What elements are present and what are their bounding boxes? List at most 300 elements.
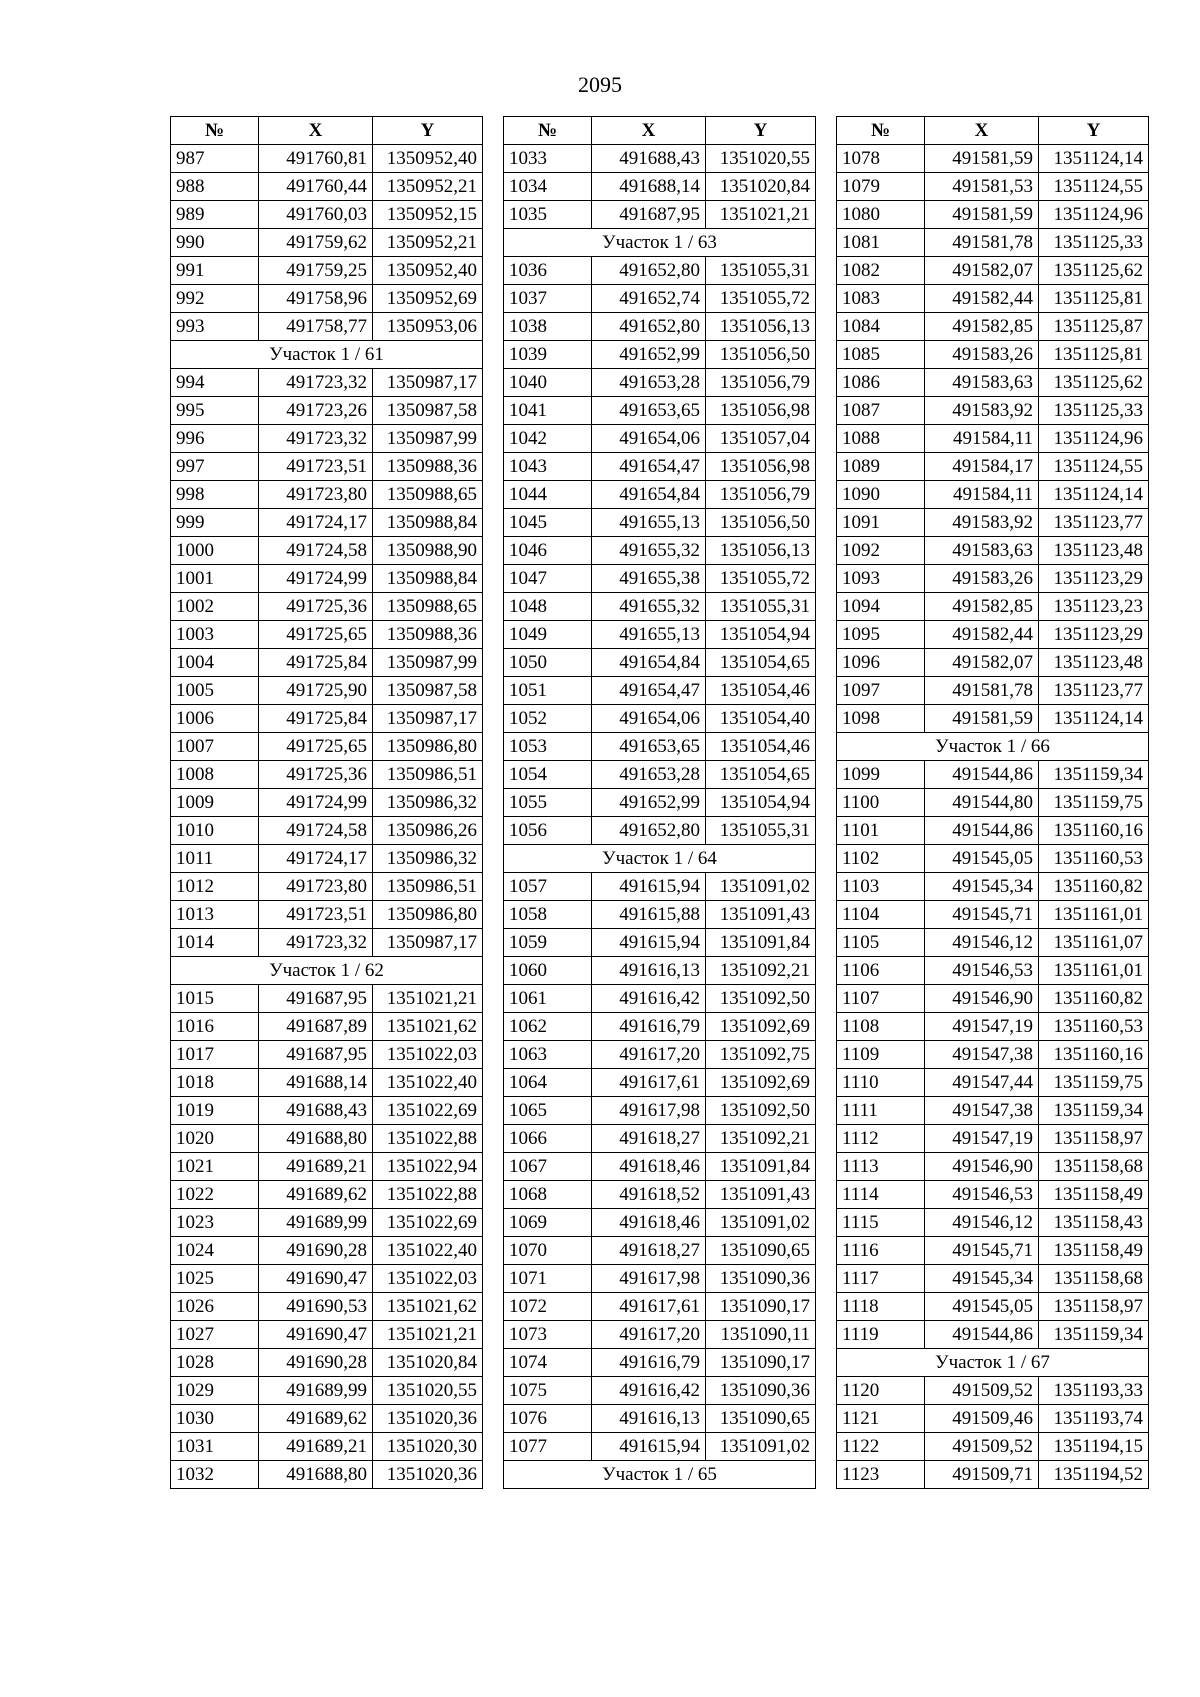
x-coordinate-cell: 491689,21 (259, 1153, 373, 1181)
table-body (837, 145, 1149, 1489)
x-coordinate-cell: 491724,99 (259, 565, 373, 593)
x-coordinate-cell: 491582,85 (925, 593, 1039, 621)
x-coordinate-cell: 491723,80 (259, 481, 373, 509)
table-row (837, 229, 1149, 257)
table-row (171, 285, 483, 313)
section-row (171, 341, 483, 369)
y-coordinate-cell: 1351123,29 (1039, 565, 1149, 593)
table-row (504, 397, 816, 425)
x-coordinate-cell: 491723,51 (259, 453, 373, 481)
y-coordinate-cell: 1351161,01 (1039, 957, 1149, 985)
y-coordinate-cell: 1350988,84 (373, 565, 483, 593)
y-coordinate-cell: 1351125,33 (1039, 229, 1149, 257)
section-row (504, 845, 816, 873)
table-header-row (171, 117, 483, 145)
point-number-cell: 1046 (504, 537, 592, 565)
table-row (504, 1293, 816, 1321)
y-coordinate-cell: 1351020,36 (373, 1461, 483, 1489)
table-row (504, 1377, 816, 1405)
x-coordinate-cell: 491690,28 (259, 1237, 373, 1265)
x-coordinate-cell: 491687,89 (259, 1013, 373, 1041)
x-coordinate-cell: 491652,80 (592, 313, 706, 341)
x-coordinate-cell: 491655,38 (592, 565, 706, 593)
table-row (504, 929, 816, 957)
y-coordinate-cell: 1351194,52 (1039, 1461, 1149, 1489)
x-coordinate-cell: 491617,98 (592, 1097, 706, 1125)
y-coordinate-cell: 1351160,82 (1039, 873, 1149, 901)
table-row (171, 1069, 483, 1097)
section-title: Участок 1 / 61 (171, 341, 483, 369)
y-coordinate-cell: 1351091,43 (706, 1181, 816, 1209)
table-row (171, 509, 483, 537)
y-coordinate-cell: 1351123,29 (1039, 621, 1149, 649)
y-coordinate-cell: 1350952,40 (373, 257, 483, 285)
y-coordinate-cell: 1351056,79 (706, 369, 816, 397)
y-coordinate-cell: 1350987,58 (373, 677, 483, 705)
section-title: Участок 1 / 63 (504, 229, 816, 257)
x-coordinate-cell: 491654,84 (592, 481, 706, 509)
x-coordinate-cell: 491654,06 (592, 425, 706, 453)
table-row (837, 1153, 1149, 1181)
point-number-cell: 1062 (504, 1013, 592, 1041)
x-coordinate-cell: 491725,84 (259, 705, 373, 733)
point-number-cell: 1040 (504, 369, 592, 397)
x-coordinate-cell: 491723,32 (259, 369, 373, 397)
table-row (171, 313, 483, 341)
y-coordinate-cell: 1350952,21 (373, 173, 483, 201)
point-number-cell: 1001 (171, 565, 259, 593)
table-row (171, 1265, 483, 1293)
x-coordinate-cell: 491760,81 (259, 145, 373, 173)
point-number-cell: 1082 (837, 257, 925, 285)
x-coordinate-cell: 491584,17 (925, 453, 1039, 481)
table-row (504, 1321, 816, 1349)
y-coordinate-cell: 1351124,96 (1039, 425, 1149, 453)
point-number-cell: 1112 (837, 1125, 925, 1153)
point-number-cell: 1029 (171, 1377, 259, 1405)
coordinates-table-2 (503, 116, 816, 1489)
point-number-cell: 1011 (171, 845, 259, 873)
table-row (504, 369, 816, 397)
point-number-cell: 996 (171, 425, 259, 453)
x-coordinate-cell: 491723,80 (259, 873, 373, 901)
x-coordinate-cell: 491724,17 (259, 509, 373, 537)
table-row (171, 453, 483, 481)
table-row (837, 1237, 1149, 1265)
x-coordinate-cell: 491547,19 (925, 1013, 1039, 1041)
x-coordinate-cell: 491655,13 (592, 509, 706, 537)
x-coordinate-cell: 491688,43 (592, 145, 706, 173)
y-coordinate-cell: 1351123,48 (1039, 537, 1149, 565)
x-coordinate-cell: 491723,32 (259, 425, 373, 453)
point-number-cell: 1097 (837, 677, 925, 705)
x-coordinate-cell: 491725,65 (259, 621, 373, 649)
x-coordinate-cell: 491724,17 (259, 845, 373, 873)
point-number-cell: 1091 (837, 509, 925, 537)
point-number-cell: 1030 (171, 1405, 259, 1433)
section-title: Участок 1 / 64 (504, 845, 816, 873)
table-row (504, 173, 816, 201)
x-coordinate-cell: 491544,86 (925, 817, 1039, 845)
section-row (504, 229, 816, 257)
table-row (504, 481, 816, 509)
x-coordinate-cell: 491617,61 (592, 1069, 706, 1097)
table-row (504, 1013, 816, 1041)
x-coordinate-cell: 491545,34 (925, 873, 1039, 901)
x-coordinate-cell: 491615,94 (592, 1433, 706, 1461)
point-number-cell: 1025 (171, 1265, 259, 1293)
table-row (837, 1209, 1149, 1237)
table-row (171, 1293, 483, 1321)
table-row (504, 145, 816, 173)
point-number-cell: 1084 (837, 313, 925, 341)
y-coordinate-cell: 1351092,69 (706, 1069, 816, 1097)
table-row (837, 313, 1149, 341)
point-number-cell: 1022 (171, 1181, 259, 1209)
x-coordinate-cell: 491690,47 (259, 1321, 373, 1349)
table-body (171, 145, 483, 1489)
point-number-cell: 1099 (837, 761, 925, 789)
table-row (171, 1209, 483, 1237)
x-coordinate-cell: 491545,34 (925, 1265, 1039, 1293)
point-number-cell: 1002 (171, 593, 259, 621)
point-number-cell: 1047 (504, 565, 592, 593)
x-coordinate-cell: 491690,53 (259, 1293, 373, 1321)
x-coordinate-cell: 491583,26 (925, 341, 1039, 369)
y-coordinate-cell: 1351160,16 (1039, 817, 1149, 845)
y-coordinate-cell: 1351055,31 (706, 817, 816, 845)
y-coordinate-cell: 1351124,55 (1039, 453, 1149, 481)
y-coordinate-cell: 1351158,43 (1039, 1209, 1149, 1237)
y-coordinate-cell: 1350986,51 (373, 873, 483, 901)
point-number-cell: 1018 (171, 1069, 259, 1097)
table-row (504, 1125, 816, 1153)
point-number-cell: 1098 (837, 705, 925, 733)
point-number-cell: 1021 (171, 1153, 259, 1181)
point-number-cell: 1086 (837, 369, 925, 397)
point-number-cell: 1005 (171, 677, 259, 705)
table-row (171, 985, 483, 1013)
y-coordinate-cell: 1351160,16 (1039, 1041, 1149, 1069)
table-row (171, 677, 483, 705)
point-number-cell: 1012 (171, 873, 259, 901)
point-number-cell: 1095 (837, 621, 925, 649)
point-number-cell: 1066 (504, 1125, 592, 1153)
y-coordinate-cell: 1351020,84 (373, 1349, 483, 1377)
y-coordinate-cell: 1351055,72 (706, 285, 816, 313)
point-number-cell: 1017 (171, 1041, 259, 1069)
point-number-cell: 1073 (504, 1321, 592, 1349)
section-title: Участок 1 / 67 (837, 1349, 1149, 1377)
table-row (837, 1377, 1149, 1405)
x-coordinate-cell: 491725,65 (259, 733, 373, 761)
x-coordinate-cell: 491547,44 (925, 1069, 1039, 1097)
x-coordinate-cell: 491581,59 (925, 705, 1039, 733)
table-row (837, 1293, 1149, 1321)
point-number-cell: 1119 (837, 1321, 925, 1349)
y-coordinate-cell: 1351054,40 (706, 705, 816, 733)
y-coordinate-cell: 1351022,69 (373, 1097, 483, 1125)
y-coordinate-cell: 1351054,94 (706, 621, 816, 649)
point-number-cell: 1078 (837, 145, 925, 173)
y-coordinate-cell: 1351055,31 (706, 593, 816, 621)
y-coordinate-cell: 1351091,84 (706, 1153, 816, 1181)
y-coordinate-cell: 1351021,62 (373, 1293, 483, 1321)
point-number-cell: 1094 (837, 593, 925, 621)
point-number-cell: 1075 (504, 1377, 592, 1405)
x-coordinate-cell: 491723,26 (259, 397, 373, 425)
table-row (837, 509, 1149, 537)
table-row (504, 789, 816, 817)
point-number-cell: 1008 (171, 761, 259, 789)
point-number-cell: 988 (171, 173, 259, 201)
table-row (837, 1069, 1149, 1097)
table-row (171, 901, 483, 929)
x-coordinate-cell: 491724,58 (259, 537, 373, 565)
table-row (171, 201, 483, 229)
table-row (171, 173, 483, 201)
y-coordinate-cell: 1351090,17 (706, 1293, 816, 1321)
x-coordinate-cell: 491581,59 (925, 201, 1039, 229)
x-coordinate-cell: 491546,90 (925, 1153, 1039, 1181)
x-coordinate-cell: 491544,80 (925, 789, 1039, 817)
x-coordinate-cell: 491582,44 (925, 285, 1039, 313)
point-number-cell: 1113 (837, 1153, 925, 1181)
x-coordinate-cell: 491618,52 (592, 1181, 706, 1209)
point-number-cell: 997 (171, 453, 259, 481)
section-title: Участок 1 / 65 (504, 1461, 816, 1489)
header-number: № (837, 117, 925, 145)
y-coordinate-cell: 1350986,80 (373, 733, 483, 761)
x-coordinate-cell: 491760,44 (259, 173, 373, 201)
table-row (837, 929, 1149, 957)
y-coordinate-cell: 1351022,40 (373, 1069, 483, 1097)
x-coordinate-cell: 491654,47 (592, 453, 706, 481)
y-coordinate-cell: 1351020,55 (706, 145, 816, 173)
x-coordinate-cell: 491725,36 (259, 593, 373, 621)
point-number-cell: 1057 (504, 873, 592, 901)
point-number-cell: 1035 (504, 201, 592, 229)
x-coordinate-cell: 491544,86 (925, 761, 1039, 789)
table-row (171, 1041, 483, 1069)
y-coordinate-cell: 1350988,84 (373, 509, 483, 537)
table-row (504, 1181, 816, 1209)
point-number-cell: 1009 (171, 789, 259, 817)
point-number-cell: 1056 (504, 817, 592, 845)
x-coordinate-cell: 491617,98 (592, 1265, 706, 1293)
table-row (171, 1181, 483, 1209)
y-coordinate-cell: 1351020,84 (706, 173, 816, 201)
x-coordinate-cell: 491584,11 (925, 481, 1039, 509)
point-number-cell: 1101 (837, 817, 925, 845)
x-coordinate-cell: 491655,32 (592, 537, 706, 565)
y-coordinate-cell: 1351090,36 (706, 1265, 816, 1293)
point-number-cell: 1019 (171, 1097, 259, 1125)
y-coordinate-cell: 1351055,31 (706, 257, 816, 285)
section-title: Участок 1 / 62 (171, 957, 483, 985)
x-coordinate-cell: 491653,65 (592, 397, 706, 425)
y-coordinate-cell: 1350986,32 (373, 845, 483, 873)
point-number-cell: 1093 (837, 565, 925, 593)
point-number-cell: 1016 (171, 1013, 259, 1041)
header-x: X (925, 117, 1039, 145)
y-coordinate-cell: 1351161,07 (1039, 929, 1149, 957)
table-row (171, 929, 483, 957)
table-row (837, 873, 1149, 901)
y-coordinate-cell: 1350952,69 (373, 285, 483, 313)
coordinates-table-1 (170, 116, 483, 1489)
x-coordinate-cell: 491759,62 (259, 229, 373, 257)
x-coordinate-cell: 491654,47 (592, 677, 706, 705)
table-row (837, 257, 1149, 285)
table-row (837, 537, 1149, 565)
y-coordinate-cell: 1351021,62 (373, 1013, 483, 1041)
y-coordinate-cell: 1351054,46 (706, 733, 816, 761)
table-row (171, 621, 483, 649)
y-coordinate-cell: 1351022,69 (373, 1209, 483, 1237)
x-coordinate-cell: 491653,28 (592, 761, 706, 789)
x-coordinate-cell: 491618,46 (592, 1153, 706, 1181)
point-number-cell: 1013 (171, 901, 259, 929)
header-x: X (592, 117, 706, 145)
point-number-cell: 994 (171, 369, 259, 397)
table-row (504, 453, 816, 481)
point-number-cell: 1004 (171, 649, 259, 677)
table-row (837, 1461, 1149, 1489)
point-number-cell: 995 (171, 397, 259, 425)
table-row (171, 1013, 483, 1041)
y-coordinate-cell: 1350988,90 (373, 537, 483, 565)
header-y: Y (1039, 117, 1149, 145)
point-number-cell: 1042 (504, 425, 592, 453)
table-row (837, 453, 1149, 481)
y-coordinate-cell: 1351158,97 (1039, 1293, 1149, 1321)
table-row (171, 1461, 483, 1489)
y-coordinate-cell: 1350952,21 (373, 229, 483, 257)
table-row (837, 789, 1149, 817)
x-coordinate-cell: 491654,06 (592, 705, 706, 733)
table-row (837, 677, 1149, 705)
y-coordinate-cell: 1351159,75 (1039, 789, 1149, 817)
y-coordinate-cell: 1350952,15 (373, 201, 483, 229)
point-number-cell: 1063 (504, 1041, 592, 1069)
table-row (171, 1433, 483, 1461)
y-coordinate-cell: 1351022,88 (373, 1181, 483, 1209)
y-coordinate-cell: 1350952,40 (373, 145, 483, 173)
table-header-row (504, 117, 816, 145)
point-number-cell: 987 (171, 145, 259, 173)
y-coordinate-cell: 1350986,80 (373, 901, 483, 929)
table-row (504, 313, 816, 341)
table-row (504, 201, 816, 229)
point-number-cell: 1090 (837, 481, 925, 509)
point-number-cell: 992 (171, 285, 259, 313)
table-row (171, 845, 483, 873)
y-coordinate-cell: 1351158,49 (1039, 1237, 1149, 1265)
point-number-cell: 1003 (171, 621, 259, 649)
table-row (171, 817, 483, 845)
y-coordinate-cell: 1350988,65 (373, 593, 483, 621)
point-number-cell: 1039 (504, 341, 592, 369)
point-number-cell: 1088 (837, 425, 925, 453)
y-coordinate-cell: 1350953,06 (373, 313, 483, 341)
table-row (837, 425, 1149, 453)
x-coordinate-cell: 491546,53 (925, 1181, 1039, 1209)
y-coordinate-cell: 1351091,43 (706, 901, 816, 929)
x-coordinate-cell: 491582,07 (925, 649, 1039, 677)
y-coordinate-cell: 1351054,65 (706, 649, 816, 677)
point-number-cell: 1028 (171, 1349, 259, 1377)
y-coordinate-cell: 1351021,21 (373, 1321, 483, 1349)
x-coordinate-cell: 491690,47 (259, 1265, 373, 1293)
x-coordinate-cell: 491616,79 (592, 1349, 706, 1377)
point-number-cell: 1041 (504, 397, 592, 425)
point-number-cell: 1080 (837, 201, 925, 229)
x-coordinate-cell: 491725,36 (259, 761, 373, 789)
point-number-cell: 1109 (837, 1041, 925, 1069)
y-coordinate-cell: 1351158,68 (1039, 1265, 1149, 1293)
x-coordinate-cell: 491617,20 (592, 1041, 706, 1069)
point-number-cell: 1023 (171, 1209, 259, 1237)
section-row (837, 733, 1149, 761)
table-row (504, 761, 816, 789)
point-number-cell: 1049 (504, 621, 592, 649)
y-coordinate-cell: 1351022,94 (373, 1153, 483, 1181)
x-coordinate-cell: 491581,59 (925, 145, 1039, 173)
y-coordinate-cell: 1351056,50 (706, 509, 816, 537)
table-row (837, 481, 1149, 509)
y-coordinate-cell: 1351056,79 (706, 481, 816, 509)
point-number-cell: 1014 (171, 929, 259, 957)
y-coordinate-cell: 1351090,65 (706, 1405, 816, 1433)
x-coordinate-cell: 491689,62 (259, 1405, 373, 1433)
header-y: Y (706, 117, 816, 145)
y-coordinate-cell: 1351092,50 (706, 985, 816, 1013)
table-row (171, 229, 483, 257)
y-coordinate-cell: 1351022,03 (373, 1041, 483, 1069)
table-row (837, 369, 1149, 397)
x-coordinate-cell: 491544,86 (925, 1321, 1039, 1349)
table-row (837, 901, 1149, 929)
y-coordinate-cell: 1351020,30 (373, 1433, 483, 1461)
y-coordinate-cell: 1351056,98 (706, 453, 816, 481)
table-row (171, 593, 483, 621)
point-number-cell: 1068 (504, 1181, 592, 1209)
table-row (504, 285, 816, 313)
x-coordinate-cell: 491545,05 (925, 1293, 1039, 1321)
x-coordinate-cell: 491509,71 (925, 1461, 1039, 1489)
y-coordinate-cell: 1351158,97 (1039, 1125, 1149, 1153)
x-coordinate-cell: 491583,92 (925, 509, 1039, 537)
y-coordinate-cell: 1351056,13 (706, 313, 816, 341)
table-row (504, 1153, 816, 1181)
point-number-cell: 1059 (504, 929, 592, 957)
y-coordinate-cell: 1351159,75 (1039, 1069, 1149, 1097)
table-row (171, 145, 483, 173)
x-coordinate-cell: 491615,88 (592, 901, 706, 929)
point-number-cell: 1087 (837, 397, 925, 425)
table-body (504, 145, 816, 1489)
table-row (837, 1265, 1149, 1293)
x-coordinate-cell: 491616,79 (592, 1013, 706, 1041)
y-coordinate-cell: 1351125,87 (1039, 313, 1149, 341)
point-number-cell: 1038 (504, 313, 592, 341)
y-coordinate-cell: 1351159,34 (1039, 1321, 1149, 1349)
x-coordinate-cell: 491509,52 (925, 1377, 1039, 1405)
point-number-cell: 1055 (504, 789, 592, 817)
y-coordinate-cell: 1351054,94 (706, 789, 816, 817)
table-row (504, 341, 816, 369)
